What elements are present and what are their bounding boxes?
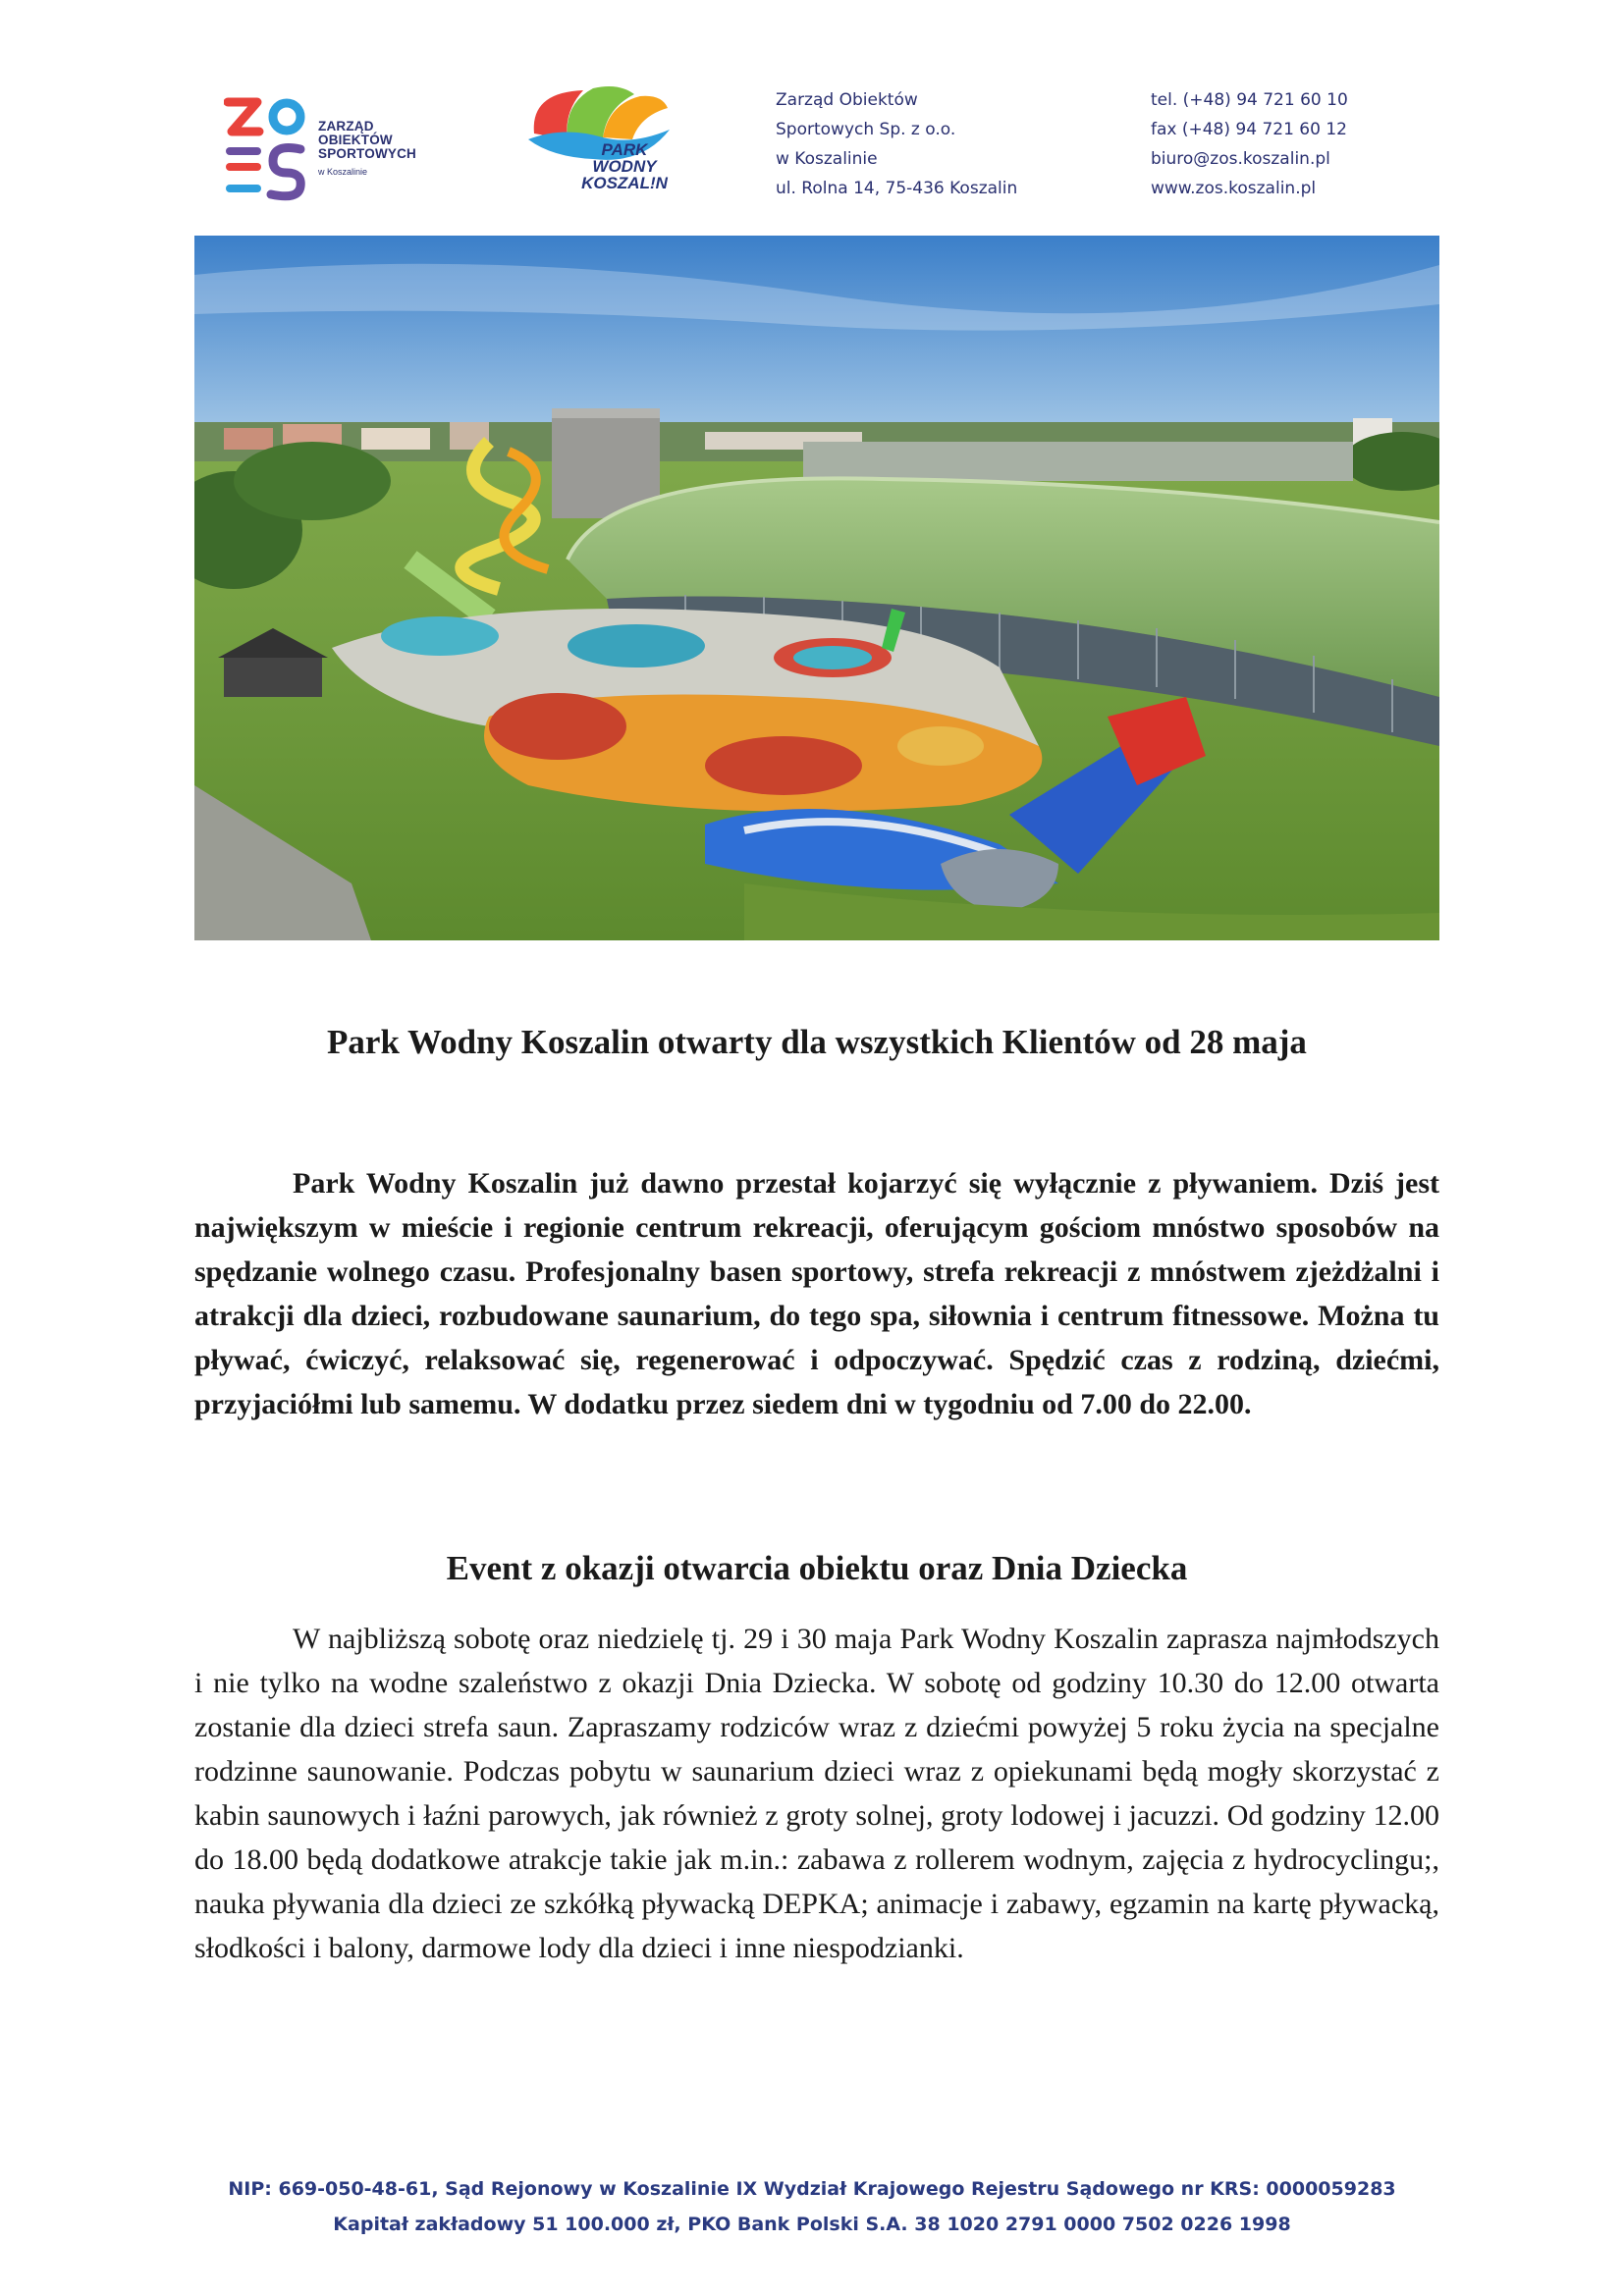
zos-logo-name bbox=[318, 120, 416, 161]
address-line: w Koszalinie bbox=[776, 149, 878, 169]
park-wodny-logo-line: KOSZAL!N bbox=[581, 174, 668, 192]
park-wodny-logo-line: WODNY bbox=[592, 157, 657, 176]
contact-website[interactable]: www.zos.koszalin.pl bbox=[1151, 179, 1317, 198]
aerial-photo-water-park bbox=[194, 236, 1439, 940]
article-lead-paragraph: Park Wodny Koszalin już dawno przestał kojarzyć się wyłącznie z pływaniem. Dziś jest największym w mieście i regionie centrum rekreacji, oferującym gościom mnóstwo sposobów na spędzanie wolnego czasu. Profesjonalny basen sportowy, strefa rekreacji z mnóstwem zjeżdżalni i atrakcji dla dzieci, rozbudowane saunarium, do tego spa, siłownia i centrum fitnessowe. Można tu pływać, ćwiczyć, relaksować się, regenerować i odpoczywać. Spędzić czas z rodziną, dziećmi, przyjaciółmi lub samemu. W dodatku przez siedem dni w tygodniu od 7.00 do 22.00. bbox=[194, 1167, 1439, 1420]
contact-fax: fax (+48) 94 721 60 12 bbox=[1151, 120, 1347, 139]
footer-registry-line: NIP: 669-050-48-61, Sąd Rejonowy w Koszalinie IX Wydział Krajowego Rejestru Sądowego nr KRS: 0000059283 bbox=[228, 2178, 1396, 2200]
company-address bbox=[776, 85, 1017, 203]
park-wodny-logo-line: PARK bbox=[601, 140, 648, 159]
company-contact bbox=[1151, 85, 1348, 203]
park-wodny-logo-text bbox=[577, 141, 672, 191]
article-title: Park Wodny Koszalin otwarty dla wszystkich Klientów od 28 maja bbox=[327, 1023, 1307, 1061]
article-body-paragraph: W najbliższą sobotę oraz niedzielę tj. 29 i 30 maja Park Wodny Koszalin zaprasza najmłodszych i nie tylko na wodne szaleństwo z okazji Dnia Dziecka. W sobotę od godziny 10.30 do 12.00 otwarta zostanie dla dzieci strefa saun. Zapraszamy rodziców wraz z dziećmi powyżej 5 roku życia na specjalne rodzinne saunowanie. Podczas pobytu w saunarium dzieci wraz z opiekunami będą mogły skorzystać z kabin saunowych i łaźni parowych, jak również z groty solnej, groty lodowej i jacuzzi. Od godziny 12.00 do 18.00 będą dodatkowe atrakcje takie jak m.in.: zabawa z rollerem wodnym, zajęcia z hydrocyclingu;, nauka pływania dla dzieci ze szkółką pływacką DEPKA; animacje i zabawy, egzamin na kartę pływacką, słodkości i balony, darmowe lody dla dzieci i inne niespodzianki. bbox=[194, 1623, 1439, 1964]
contact-email[interactable]: biuro@zos.koszalin.pl bbox=[1151, 149, 1330, 169]
water-park-illustration bbox=[194, 236, 1439, 940]
address-line: Zarząd Obiektów bbox=[776, 90, 918, 110]
article-subtitle: Event z okazji otwarcia obiektu oraz Dnia Dziecka bbox=[446, 1549, 1188, 1587]
contact-phone: tel. (+48) 94 721 60 10 bbox=[1151, 90, 1348, 110]
zos-logo-mark-icon bbox=[224, 96, 308, 204]
zos-logo-line: OBIEKTÓW bbox=[318, 133, 393, 147]
address-line: ul. Rolna 14, 75-436 Koszalin bbox=[776, 179, 1018, 198]
park-wodny-logo bbox=[524, 82, 672, 202]
zos-logo bbox=[224, 96, 440, 204]
zos-logo-line: SPORTOWYCH bbox=[318, 146, 417, 161]
address-line: Sportowych Sp. z o.o. bbox=[776, 120, 956, 139]
zos-logo-sub: w Koszalinie bbox=[318, 167, 368, 177]
footer-bank-line: Kapitał zakładowy 51 100.000 zł, PKO Bank Polski S.A. 38 1020 2791 0000 7502 0226 1998 bbox=[333, 2214, 1291, 2235]
zos-logo-line: ZARZĄD bbox=[318, 119, 374, 133]
company-footer bbox=[0, 2171, 1624, 2242]
